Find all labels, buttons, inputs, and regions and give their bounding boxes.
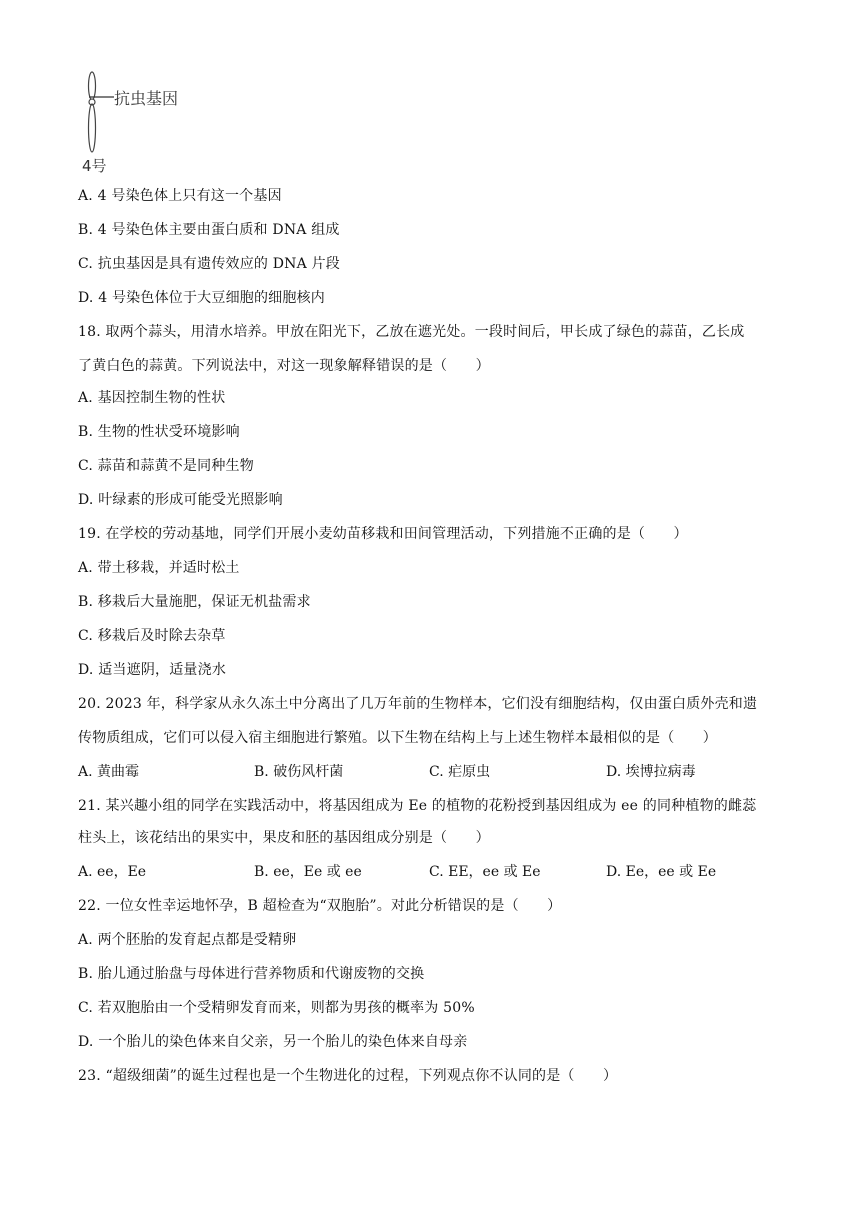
q18-option-c: C. 蒜苗和蒜黄不是同种生物 bbox=[78, 458, 254, 474]
q21-option-b: B. ee，Ee 或 ee bbox=[254, 864, 362, 880]
q17-option-b: B. 4 号染色体主要由蛋白质和 DNA 组成 bbox=[78, 222, 340, 238]
q19-option-d: D. 适当遮阴，适量浇水 bbox=[78, 662, 227, 678]
q17-option-c: C. 抗虫基因是具有遗传效应的 DNA 片段 bbox=[78, 256, 340, 272]
chromosome-lower-arm bbox=[89, 104, 96, 152]
q23-stem: 23. “超级细菌”的诞生过程也是一个生物进化的过程，下列观点你不认同的是（ ） bbox=[78, 1068, 618, 1084]
q21-option-d: D. Ee，ee 或 Ee bbox=[606, 864, 717, 880]
q18-option-d: D. 叶绿素的形成可能受光照影响 bbox=[78, 492, 283, 508]
q19-option-a: A. 带土移栽，并适时松土 bbox=[78, 560, 240, 576]
q22-option-a: A. 两个胚胎的发育起点都是受精卵 bbox=[78, 932, 297, 948]
chromosome-upper-arm bbox=[89, 72, 96, 100]
gene-label: 抗虫基因 bbox=[114, 89, 179, 108]
chromosome-figure bbox=[80, 70, 210, 180]
q20-option-b: B. 破伤风杆菌 bbox=[254, 764, 344, 780]
q18-stem-line-2: 了黄白色的蒜黄。下列说法中，对这一现象解释错误的是（ ） bbox=[78, 358, 490, 374]
q21-stem-line-1: 21. 某兴趣小组的同学在实践活动中，将基因组成为 Ee 的植物的花粉授到基因组成为 ee 的同种植物的雌蕊 bbox=[78, 798, 757, 814]
q20-option-c: C. 疟原虫 bbox=[429, 764, 491, 780]
q21-option-a: A. ee，Ee bbox=[78, 864, 147, 880]
q22-option-b: B. 胎儿通过胎盘与母体进行营养物质和代谢废物的交换 bbox=[78, 966, 425, 982]
q19-option-c: C. 移栽后及时除去杂草 bbox=[78, 628, 226, 644]
q19-stem: 19. 在学校的劳动基地，同学们开展小麦幼苗移栽和田间管理活动，下列措施不正确的是（ ） bbox=[78, 526, 688, 542]
q20-option-a: A. 黄曲霉 bbox=[78, 764, 140, 780]
q20-stem-line-2: 传物质组成，它们可以侵入宿主细胞进行繁殖。以下生物在结构上与上述生物样本最相似的是（ ） bbox=[78, 730, 717, 746]
q17-option-a: A. 4 号染色体上只有这一个基因 bbox=[78, 188, 282, 204]
q21-stem-line-2: 柱头上，该花结出的果实中，果皮和胚的基因组成分别是（ ） bbox=[78, 830, 490, 846]
q19-option-b: B. 移栽后大量施肥，保证无机盐需求 bbox=[78, 594, 311, 610]
q22-option-c: C. 若双胞胎由一个受精卵发育而来，则都为男孩的概率为 50% bbox=[78, 1000, 475, 1016]
q20-stem-line-1: 20. 2023 年，科学家从永久冻土中分离出了几万年前的生物样本，它们没有细胞结构，仅由蛋白质外壳和遗 bbox=[78, 696, 758, 712]
q21-option-c: C. EE，ee 或 Ee bbox=[429, 864, 541, 880]
chromosome-number-label: 4号 bbox=[82, 157, 107, 175]
q22-option-d: D. 一个胎儿的染色体来自父亲，另一个胎儿的染色体来自母亲 bbox=[78, 1034, 468, 1050]
q18-option-b: B. 生物的性状受环境影响 bbox=[78, 424, 240, 440]
q20-option-d: D. 埃博拉病毒 bbox=[606, 764, 696, 780]
q22-stem: 22. 一位女性幸运地怀孕，B 超检查为“双胞胎”。对此分析错误的是（ ） bbox=[78, 898, 562, 914]
q18-option-a: A. 基因控制生物的性状 bbox=[78, 390, 226, 406]
q17-option-d: D. 4 号染色体位于大豆细胞的细胞核内 bbox=[78, 290, 325, 306]
q18-stem-line-1: 18. 取两个蒜头，用清水培养。甲放在阳光下，乙放在遮光处。一段时间后，甲长成了绿色的蒜苗，乙长成 bbox=[78, 324, 745, 340]
